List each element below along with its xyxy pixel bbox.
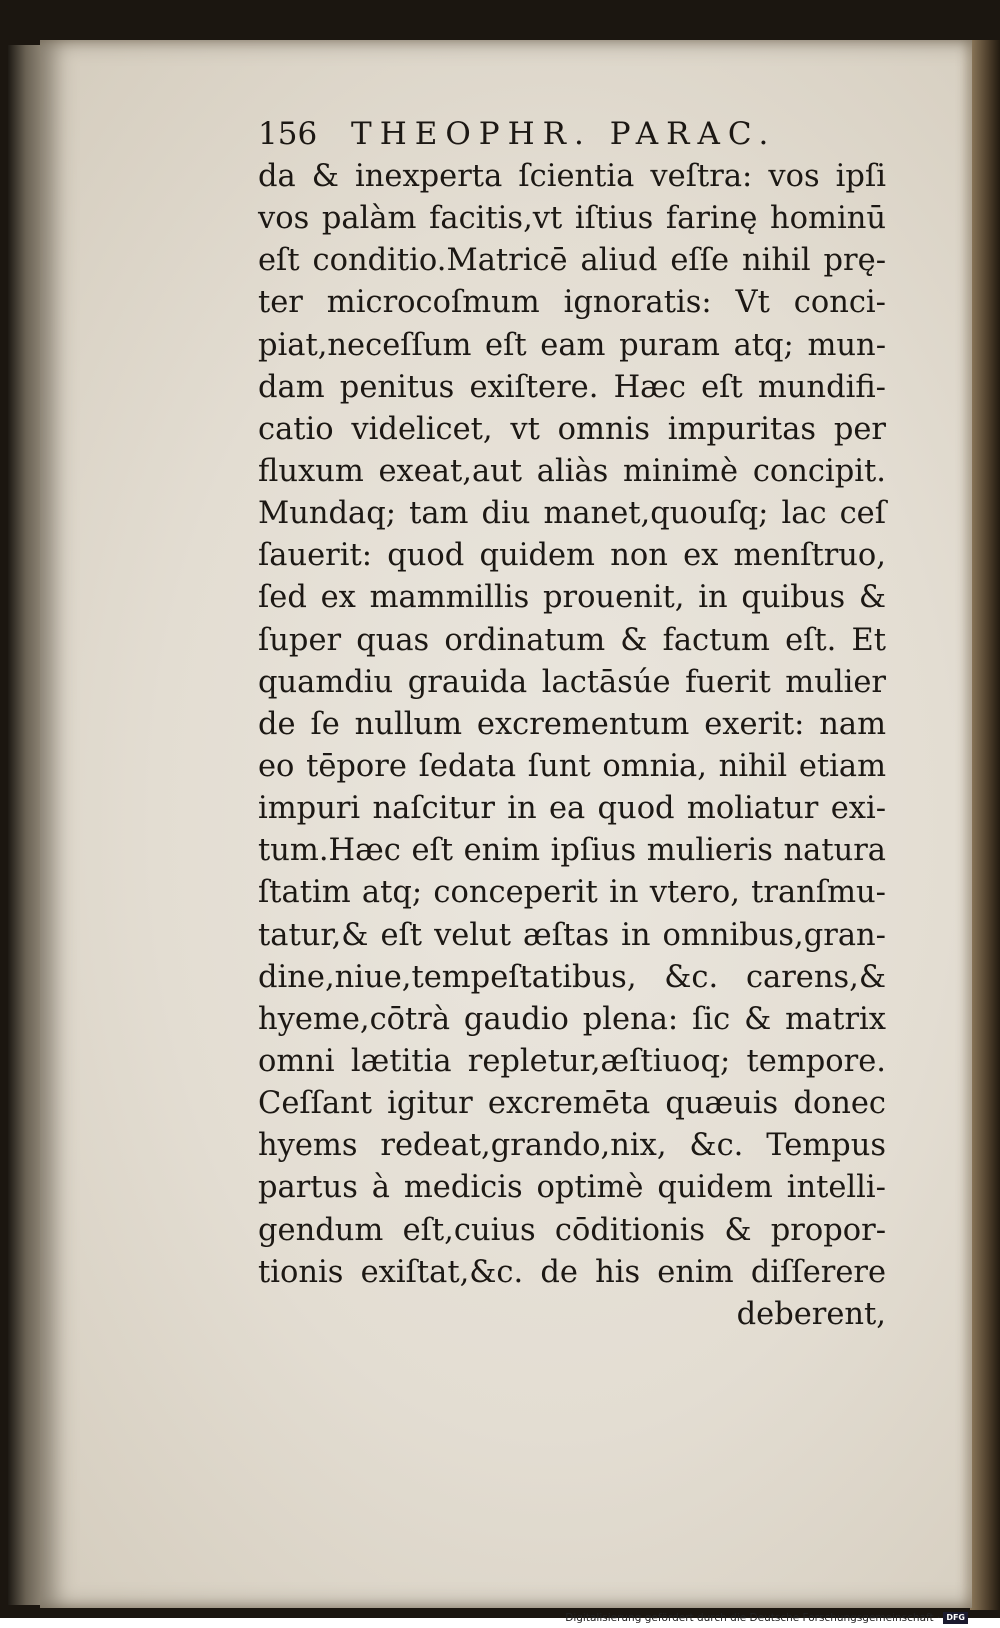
text-line: hyems redeat,grando,nix, &c. Tempus [258, 1128, 886, 1164]
text-line: quamdiu grauida lactāsúe fuerit mulier [258, 664, 886, 700]
text-line: Mundaq; tam diu manet,quouſq; lac ceſ [258, 496, 886, 532]
text-line: dine,niue,tempeſtatibus, &c. carens,& [258, 959, 886, 995]
text-line: Ceſſant igitur excremēta quæuis donec [258, 1086, 886, 1122]
text-line: piat,neceſſum eſt eam puram atq; mun- [258, 327, 886, 363]
text-line: eo tēpore ſedata ſunt omnia, nihil etiam [258, 748, 886, 784]
text-line: eſt conditio.Matricē aliud eſſe nihil prę- [258, 243, 886, 279]
text-line: da & inexperta ſcientia veſtra: vos ipſi [258, 159, 886, 194]
text-line: ter microcoſmum ignoratis: Vt conci- [258, 285, 886, 321]
text-block [258, 112, 886, 1336]
text-line: partus à medicis optimè quidem intelli- [258, 1170, 886, 1206]
text-line: fluxum exeat,aut aliàs minimè concipit. [258, 453, 886, 489]
text-line: de ſe nullum excrementum exerit: nam [258, 706, 886, 742]
text-line: vos palàm facitis,vt iſtius farinę hominū [258, 201, 886, 237]
text-line: hyeme,cōtrà gaudio plena: ſic & matrix [258, 1001, 886, 1037]
digitization-credit [565, 1611, 968, 1625]
text-line: ſed ex mammillis prouenit, in quibus & [258, 580, 886, 616]
text-line: dam penitus exiſtere. Hæc eſt mundifi- [258, 369, 886, 405]
text-line: omni lætitia repletur,æſtiuoq; tempore. [258, 1043, 886, 1079]
text-line: gendum eſt,cuius cōditionis & propor- [258, 1212, 886, 1248]
credit-text: Digitalisierung gefördert durch die Deutsche Forschungsgemeinschaft · [565, 1612, 941, 1624]
book-edge-right [970, 40, 1000, 1610]
text-line: ſtatim atq; conceperit in vtero, tranſmu- [258, 875, 886, 911]
text-line: catio videlicet, vt omnis impuritas per [258, 411, 886, 447]
text-line: ſauerit: quod quidem non ex menſtruo, [258, 538, 886, 574]
text-line: deberent, [736, 1296, 886, 1332]
text-line: tatur,& eſt velut æſtas in omnibus,gran- [258, 917, 886, 953]
running-header-row [258, 112, 886, 156]
text-line: ſuper quas ordinatum & factum eſt. Et [258, 622, 886, 658]
running-header: THEOPHR. PARAC. [351, 116, 777, 152]
dfg-logo: DFG [943, 1612, 968, 1624]
text-line: tionis exiſtat,&c. de his enim diſſerere [258, 1254, 886, 1290]
body-text [258, 156, 886, 1336]
page-number: 156 [258, 116, 318, 152]
text-line: tum.Hæc eſt enim ipſius mulieris natura [258, 833, 886, 869]
text-line: impuri naſcitur in ea quod moliatur exi- [258, 791, 886, 827]
